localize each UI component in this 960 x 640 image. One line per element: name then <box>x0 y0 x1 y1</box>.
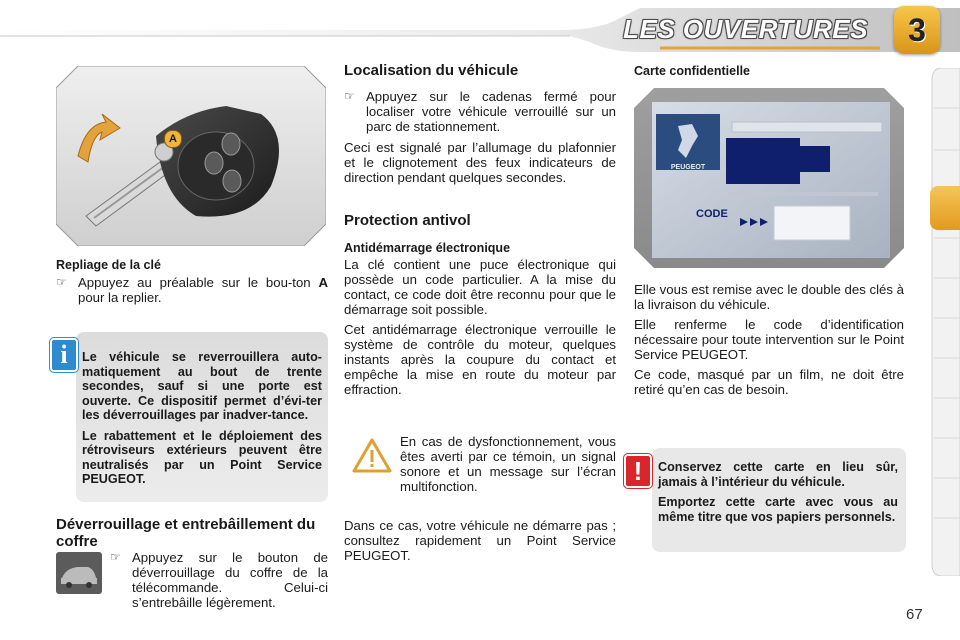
hand-pointer-icon: ☞ <box>344 89 355 103</box>
immobiliser-heading: Antidémarrage électronique <box>344 241 511 255</box>
hand-pointer-icon: ☞ <box>56 275 67 289</box>
card-text-3: Ce code, masqué par un film, ne doit être retiré qu’en cas de besoin. <box>634 367 904 397</box>
card-brand-label: PEUGEOT <box>670 164 706 171</box>
card-text-2: Elle renferme le code d’identification nécessaire pour toute intervention sur le Point Service PEUGEOT. <box>634 317 904 362</box>
info-mirrors-text: Le rabattement et le déploiement des rétroviseurs extérieurs peuvent être neutralisés par un Point Service PEUGEOT. <box>82 428 322 486</box>
boot-instruction: ☞ Appuyez sur le bouton de déverrouillage du coffre de la télécommande. Celui-ci s’entrebâille légèrement. <box>110 550 328 610</box>
immobiliser-text-2: Cet antidémarrage électronique verrouille le système de contrôle du moteur, quelques instants après la coupure du contact et empêche la mise en route du moteur par effraction. <box>344 322 616 397</box>
key-button-a-label: A <box>164 130 182 148</box>
warning-exclamation-icon: ! <box>624 454 652 488</box>
after-warning-text: Dans ce cas, votre véhicule ne démarre pas ; consultez rapidement un Point Service PEUGEOT. <box>344 518 616 563</box>
page-number: 67 <box>906 606 923 623</box>
locate-instruction: ☞ Appuyez sur le cadenas fermé pour localiser votre véhicule verrouillé sur un parc de stationnement. <box>344 89 616 134</box>
fold-key-instruction: ☞ Appuyez au préalable sur le bou-ton A pour la replier. <box>56 275 328 305</box>
info-icon: i <box>50 338 78 372</box>
info-box-text <box>82 350 322 487</box>
chapter-badge: 3 <box>894 6 940 54</box>
warning-box-text <box>658 460 898 524</box>
card-heading: Carte confidentielle <box>634 64 750 78</box>
page-title: LES OUVERTURES <box>623 14 868 44</box>
hand-pointer-icon: ☞ <box>110 550 121 564</box>
boot-remote-icon <box>56 552 102 594</box>
antitheft-heading: Protection antivol <box>344 212 471 229</box>
fold-key-heading: Repliage de la clé <box>56 258 161 272</box>
fold-key-section <box>56 258 328 305</box>
code-card-illustration <box>634 88 904 268</box>
info-relock-text: Le véhicule se reverrouillera auto-matiquement au bout de trente secondes, sauf si une porte est ouverte. Ce dispositif permet d’évi-ter les déverrouillages par inadver-tance. <box>82 350 322 422</box>
immobiliser-text-1: La clé contient une puce électronique qui possède un code particulier. A la mise du contact, ce code doit être reconnu pour que le démarrage soit possible. <box>344 257 616 317</box>
warning-keep-card-text: Conservez cette carte en lieu sûr, jamais à l’intérieur du véhicule. <box>658 460 898 489</box>
boot-heading: Déverrouillage et entrebâillement du coffre <box>56 516 316 550</box>
locate-section <box>344 62 616 185</box>
locate-heading: Localisation du véhicule <box>344 62 519 79</box>
card-description <box>634 282 904 397</box>
warning-carry-card-text: Emportez cette carte avec vous au même titre que vos papiers personnels. <box>658 495 898 524</box>
card-text-1: Elle vous est remise avec le double des clés à la livraison du véhicule. <box>634 282 904 312</box>
key-illustration <box>56 66 326 246</box>
side-tabs <box>928 68 960 576</box>
boot-section <box>56 516 328 550</box>
warning-triangle-icon <box>352 438 392 474</box>
side-tab-active[interactable] <box>930 186 960 230</box>
locate-text: Ceci est signalé par l’allumage du plafonnier et le clignotement des feux indicateurs de direction pendant quelques secondes. <box>344 140 616 185</box>
warning-lamp-text: En cas de dysfonctionnement, vous êtes averti par ce témoin, un signal sonore et un message sur l’écran multifonction. <box>400 434 616 494</box>
card-code-label: CODE <box>696 208 728 220</box>
antitheft-section <box>344 212 616 397</box>
